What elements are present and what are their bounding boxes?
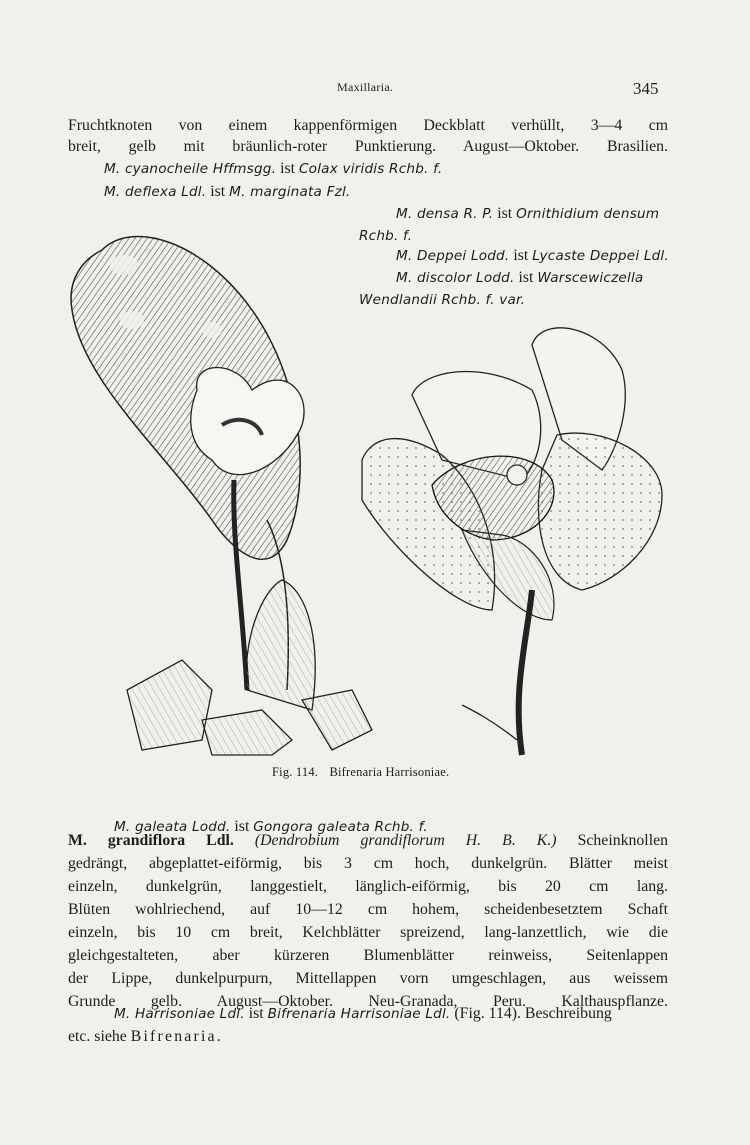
last-line: etc. siehe Bifrenaria. <box>68 1028 223 1045</box>
top-paragraph-line-1: Fruchtknoten von einem kappenförmigen Deckblatt verhüllt, 3—4 cm <box>68 117 668 134</box>
grandiflora-line-4: einzeln, bis 10 cm breit, Kelchblätter spreizend, lang-lanzettlich, wie die <box>68 924 668 941</box>
synonym-densa-cont: Rchb. f. <box>359 228 413 244</box>
synonym-cyanocheile: M. cyanocheile Hffmsgg. ist Colax viridis Rchb. f. <box>104 160 443 177</box>
synonym-galeata: M. galeata Lodd. ist Gongora galeata Rchb. f. <box>114 818 428 835</box>
page-number: 345 <box>633 79 659 98</box>
top-paragraph-line-2: breit, gelb mit bräunlich-roter Punktierung. August—Oktober. Brasilien. <box>68 138 668 155</box>
right-flower <box>362 328 662 755</box>
synonym-discolor-cont: Wendlandii Rchb. f. var. <box>359 292 526 308</box>
synonym-harrisoniae: M. Harrisoniae Ldl. ist Bifrenaria Harrisoniae Ldl. (Fig. 114). Beschreibung <box>114 1005 612 1022</box>
figure-caption: Fig. 114. Bifrenaria Harrisoniae. <box>272 765 450 779</box>
grandiflora-line-1: gedrängt, abgeplattet-eiförmig, bis 3 cm hoch, dunkelgrün. Blätter meist <box>68 855 668 872</box>
grandiflora-line-3: Blüten wohlriechend, auf 10—12 cm hohem, scheidenbesetztem Schaft <box>68 901 668 918</box>
grandiflora-line-5: gleichgestalteten, aber kürzeren Blumenblätter reinweiss, Seitenlappen <box>68 947 668 964</box>
left-plant <box>71 237 372 756</box>
synonym-discolor: M. discolor Lodd. ist Warscewiczella <box>396 269 644 286</box>
grandiflora-line-6: der Lippe, dunkelpurpurn, Mittellappen vorn umgeschlagen, aus weissem <box>68 970 668 987</box>
orchid-illustration <box>62 220 682 760</box>
synonym-deppei: M. Deppei Lodd. ist Lycaste Deppei Ldl. <box>396 247 669 264</box>
synonym-densa: M. densa R. P. ist Ornithidium densum <box>396 205 660 222</box>
grandiflora-line-7: Grunde gelb. August—Oktober. Neu-Granada, Peru. Kalthauspflanze. <box>68 993 668 1010</box>
grandiflora-heading-line: M. grandiflora Ldl. (Dendrobium grandiflorum H. B. K.) Scheinknollen <box>68 832 668 849</box>
grandiflora-line-2: einzeln, dunkelgrün, langgestielt, länglich-eiförmig, bis 20 cm lang. <box>68 878 668 895</box>
running-title: Maxillaria. <box>337 80 394 94</box>
synonym-deflexa: M. deflexa Ldl. ist M. marginata Fzl. <box>104 183 351 200</box>
